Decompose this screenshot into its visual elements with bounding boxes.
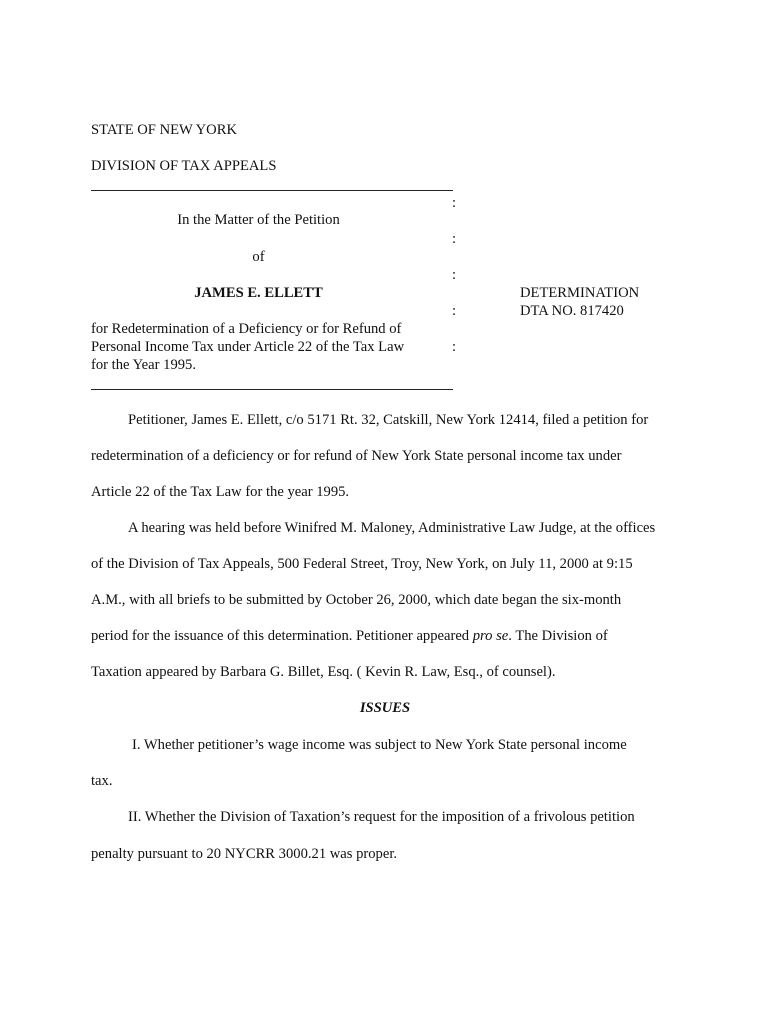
caption-purpose-line: for Redetermination of a Deficiency or for Refund of [91,321,402,337]
caption-purpose-line: Personal Income Tax under Article 22 of the Tax Law [91,339,405,355]
paragraph-line: A hearing was held before Winifred M. Maloney, Administrative Law Judge, at the offices [128,520,656,536]
paragraph-line: of the Division of Tax Appeals, 500 Federal Street, Troy, New York, on July 11, 2000 at 9:15 [91,556,633,572]
state-heading: STATE OF NEW YORK [91,122,237,138]
paragraph-line: Petitioner, James E. Ellett, c/o 5171 Rt. 32, Catskill, New York 12414, filed a petition for [128,412,649,428]
issue-line: I. Whether petitioner’s wage income was subject to New York State personal income [132,737,627,753]
determination-label: DETERMINATION [520,285,640,301]
petitioner-name: JAMES E. ELLETT [194,285,323,301]
of-line: of [252,249,265,265]
text-segment: . The Division of [508,628,608,644]
caption-colon: : [452,303,457,319]
issue-line: tax. [91,773,113,789]
paragraph-line: Taxation appeared by Barbara G. Billet, Esq. ( Kevin R. Law, Esq., of counsel). [91,664,556,680]
paragraph-line: redetermination of a deficiency or for refund of New York State personal income tax under [91,448,622,464]
caption-bottom-rule [91,389,453,390]
issue-line: II. Whether the Division of Taxation’s request for the imposition of a frivolous petition [128,809,635,825]
division-heading: DIVISION OF TAX APPEALS [91,158,277,174]
matter-line: In the Matter of the Petition [177,212,340,228]
caption-colon: : [452,339,457,355]
text-segment: period for the issuance of this determination. Petitioner appeared [91,628,473,644]
caption-colon: : [452,195,457,211]
issues-heading: ISSUES [359,700,411,716]
caption-top-rule [91,190,453,191]
dta-number: DTA NO. 817420 [520,303,624,319]
paragraph-line: Article 22 of the Tax Law for the year 1995. [91,484,350,500]
caption-colon: : [452,231,457,247]
paragraph-line: A.M., with all briefs to be submitted by October 26, 2000, which date began the six-month [91,592,622,608]
issue-line: penalty pursuant to 20 NYCRR 3000.21 was proper. [91,846,398,862]
paragraph-line [91,627,691,645]
caption-colon: : [452,267,457,283]
caption-purpose-line: for the Year 1995. [91,357,196,373]
pro-se-italic: pro se [472,628,509,644]
